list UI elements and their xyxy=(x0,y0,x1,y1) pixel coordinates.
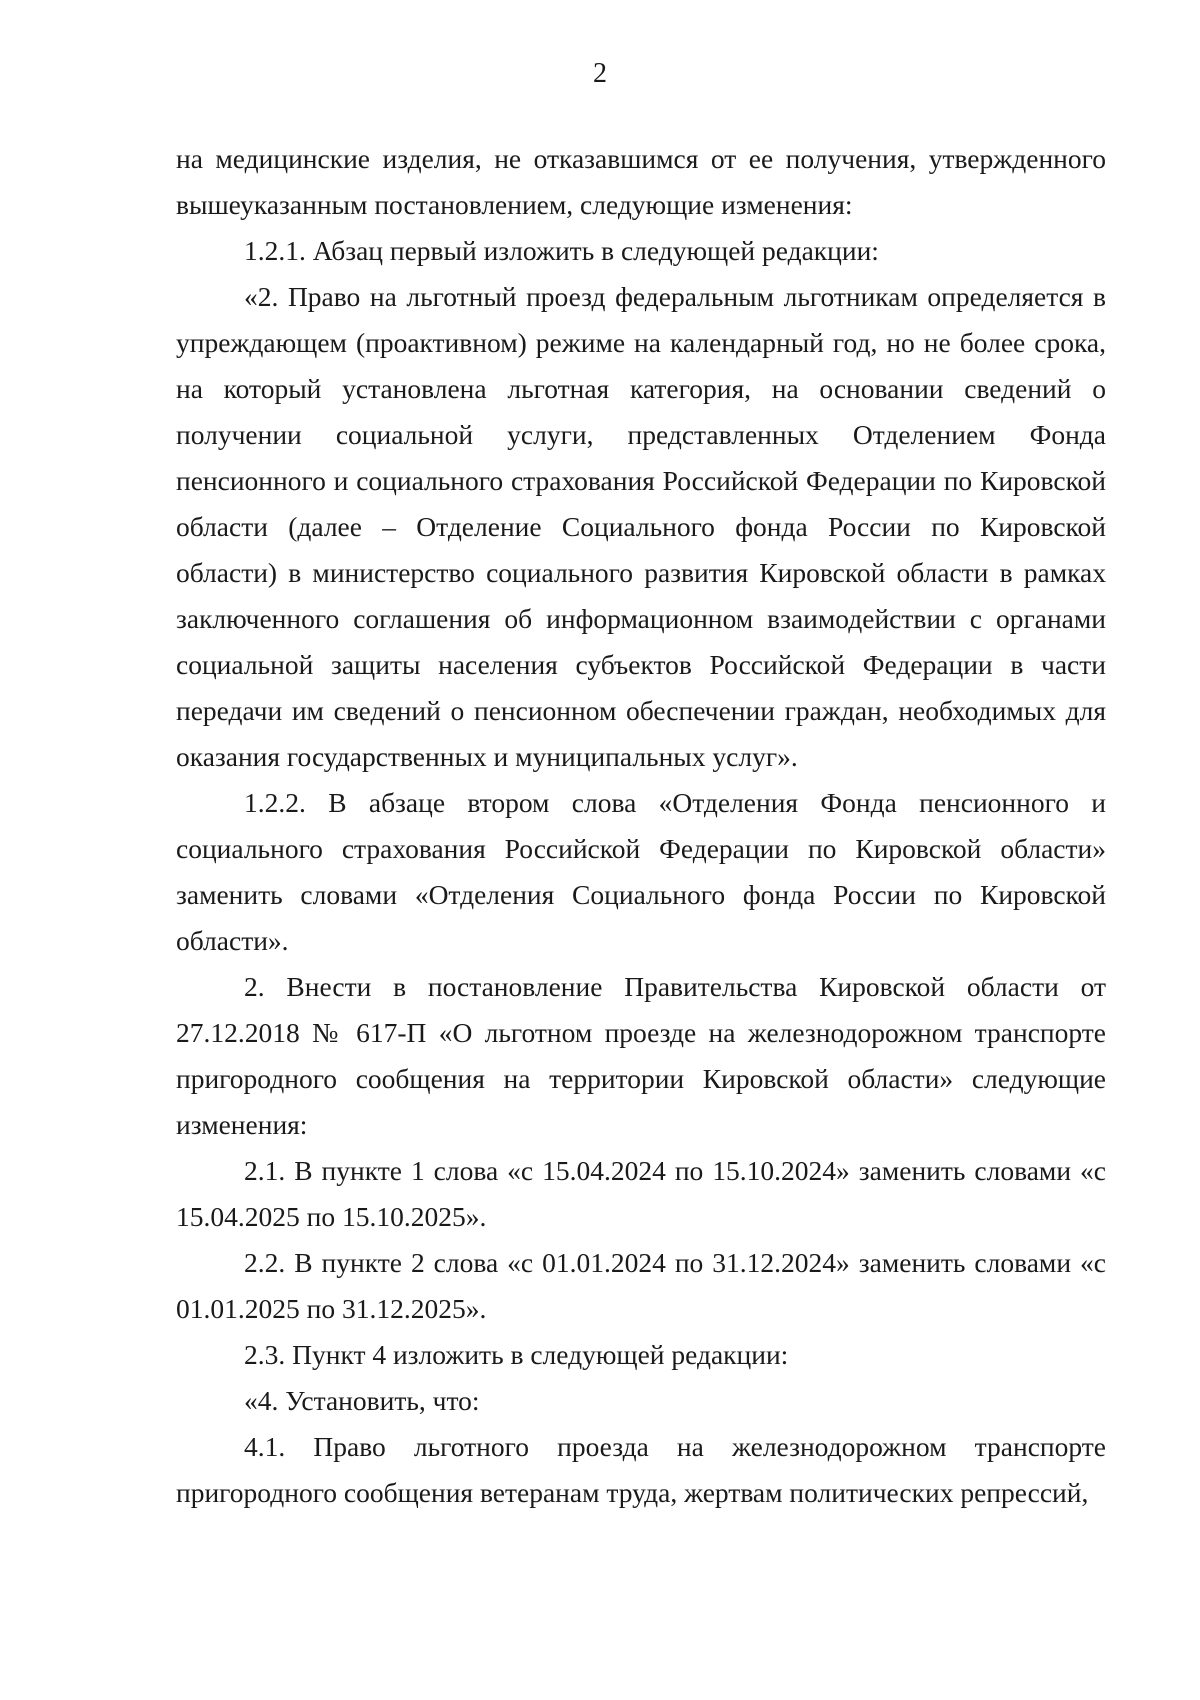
paragraph-continuation: на медицинские изделия, не отказавшимся от ее получения, утвержденного вышеуказанным постановлением, следующие изменения: xyxy=(176,143,1106,220)
paragraph-1-2-2: 1.2.2. В абзаце втором слова «Отделения Фонда пенсионного и социального страхования Российской Федерации по Кировской области» заменить словами «Отделения Социального фонда России по Кировской области». xyxy=(176,787,1106,956)
paragraph-2: 2. Внести в постановление Правительства Кировской области от 27.12.2018 № 617-П «О льготном проезде на железнодорожном транспорте пригородного сообщения на территории Кировской области» следующие изменения: xyxy=(176,971,1106,1140)
paragraph-quoted-item-2: «2. Право на льготный проезд федеральным льготникам определяется в упреждающем (проактивном) режиме на календарный год, но не более срока, на который установлена льготная категория, на основании сведений о получении социальной услуги, представленных Отделением Фонда пенсионного и социального страхования Российской Федерации по Кировской области (далее – Отделение Социального фонда России по Кировской области) в министерство социального развития Кировской области в рамках заключенного соглашения об информационном взаимодействии с органами социальной защиты населения субъектов Российской Федерации в части передачи им сведений о пенсионном обеспечении граждан, необходимых для оказания государственных и муниципальных услуг». xyxy=(176,281,1106,772)
paragraph-2-2: 2.2. В пункте 2 слова «с 01.01.2024 по 31.12.2024» заменить словами «с 01.01.2025 по 31.12.2025». xyxy=(176,1247,1106,1324)
paragraph-2-1: 2.1. В пункте 1 слова «с 15.04.2024 по 15.10.2024» заменить словами «с 15.04.2025 по 15.10.2025». xyxy=(176,1155,1106,1232)
paragraph-quoted-item-4: «4. Установить, что: xyxy=(244,1385,480,1416)
paragraph-4-1: 4.1. Право льготного проезда на железнодорожном транспорте пригородного сообщения ветеранам труда, жертвам политических репрессий, xyxy=(176,1431,1106,1508)
paragraph-1-2-1: 1.2.1. Абзац первый изложить в следующей редакции: xyxy=(244,235,879,266)
page-number: 2 xyxy=(593,58,607,89)
paragraph-2-3: 2.3. Пункт 4 изложить в следующей редакции: xyxy=(244,1339,789,1370)
document-body xyxy=(176,136,1106,1516)
